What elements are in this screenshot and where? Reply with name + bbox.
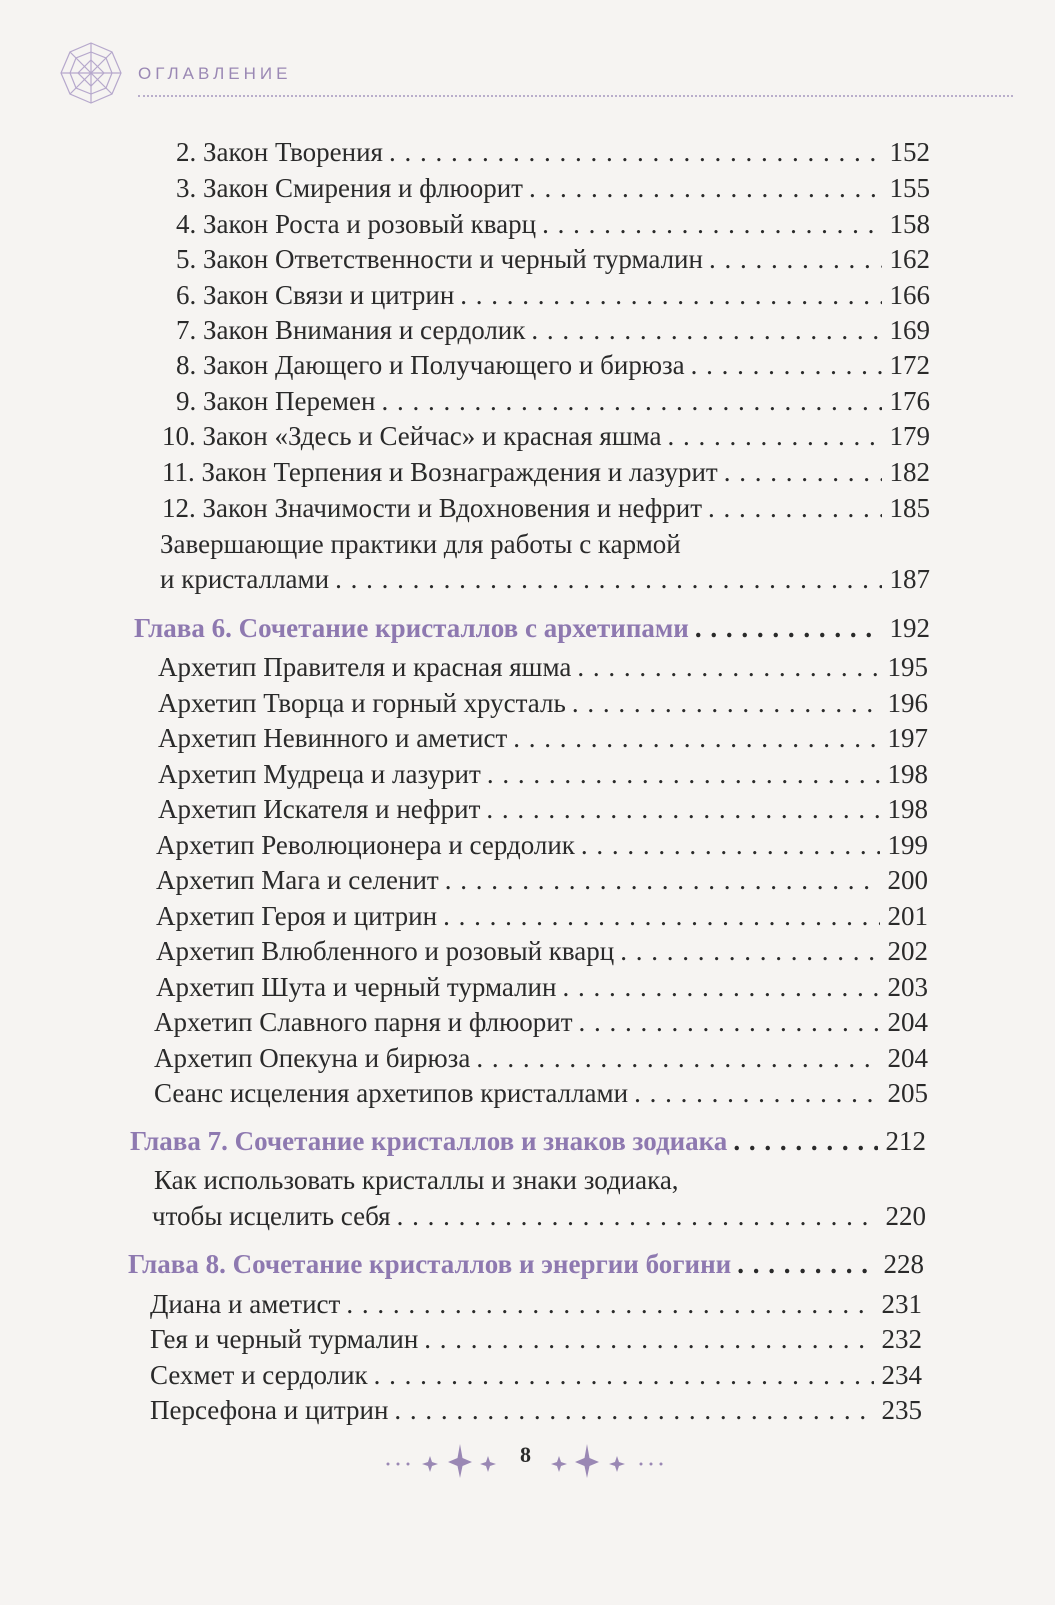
toc-entry-page: 232 — [881, 1324, 922, 1354]
toc-entry — [176, 136, 930, 168]
toc-entry-page: 185 — [889, 493, 930, 523]
dot-leader — [733, 1125, 877, 1157]
toc-entry-label: Диана и аметист — [150, 1289, 341, 1319]
dot-leader — [335, 563, 881, 595]
toc-entry-label: 4. Закон Роста и розовый кварц — [176, 209, 537, 239]
dot-leader — [709, 243, 882, 275]
toc-entry-page: 201 — [887, 901, 928, 931]
sparkle-ornament-right-icon — [545, 1430, 675, 1480]
toc-entry-page: 155 — [889, 173, 930, 203]
toc-entry — [154, 1077, 928, 1109]
toc-entry-page: 231 — [881, 1289, 922, 1319]
toc-entry-label: и кристаллами — [160, 564, 330, 594]
chapter-page: 192 — [889, 613, 930, 643]
toc-entry — [158, 793, 928, 825]
toc-entry — [158, 651, 928, 683]
dot-leader — [542, 208, 881, 240]
dot-leader — [581, 829, 880, 861]
dot-leader — [443, 900, 879, 932]
toc-entry — [150, 1323, 922, 1355]
toc-entry-page: 203 — [887, 972, 928, 1002]
page-number: 8 — [520, 1442, 531, 1467]
toc-entry — [154, 1042, 928, 1074]
toc-entry-page: 198 — [887, 759, 928, 789]
toc-entry-page: 162 — [889, 244, 930, 274]
toc-entry-page: 195 — [887, 652, 928, 682]
toc-entry-label: Архетип Творца и горный хрусталь — [158, 688, 566, 718]
dot-leader — [424, 1323, 873, 1355]
toc-entry-page: 199 — [887, 830, 928, 860]
toc-entry-page: 234 — [881, 1360, 922, 1390]
dot-leader — [394, 1394, 873, 1426]
dot-leader — [579, 1006, 880, 1038]
chapter-heading — [128, 1248, 924, 1280]
dot-leader — [724, 456, 882, 488]
dot-leader — [486, 793, 879, 825]
toc-entry-page: 198 — [887, 794, 928, 824]
toc-entry-label: 12. Закон Значимости и Вдохновения и нефрит — [162, 493, 702, 523]
dot-leader — [389, 136, 882, 168]
toc-entry — [176, 172, 930, 204]
toc-entry — [162, 420, 930, 452]
toc-entry-page: 204 — [887, 1043, 928, 1073]
toc-entry — [150, 1288, 922, 1320]
dot-leader — [668, 420, 882, 452]
dot-leader — [487, 758, 880, 790]
dot-leader — [445, 864, 880, 896]
dot-leader — [737, 1248, 875, 1280]
toc-entry-label: Архетип Влюбленного и розовый кварц — [156, 936, 615, 966]
toc-entry-page: 182 — [889, 457, 930, 487]
toc-entry — [160, 563, 930, 595]
dot-leader — [397, 1200, 878, 1232]
toc-entry — [150, 1394, 922, 1426]
toc-entry-page: 176 — [889, 386, 930, 416]
toc-entry — [152, 1200, 926, 1232]
toc-entry-label-first-line: Завершающие практики для работы с кармой — [160, 529, 681, 559]
toc-entry-label: 8. Закон Дающего и Получающего и бирюза — [176, 350, 685, 380]
toc-entry-label: Гея и черный турмалин — [150, 1324, 419, 1354]
dot-leader — [572, 687, 880, 719]
page-footer — [380, 1430, 680, 1480]
toc-entry-label: 9. Закон Перемен — [176, 386, 376, 416]
toc-entry — [156, 829, 928, 861]
chapter-page: 212 — [885, 1126, 926, 1156]
chapter-title: Глава 8. Сочетание кристаллов и энергии богини — [128, 1249, 732, 1279]
dot-leader — [346, 1288, 873, 1320]
toc-entry — [176, 314, 930, 346]
chapter-title: Глава 7. Сочетание кристаллов и знаков зодиака — [130, 1126, 728, 1156]
toc-entry — [158, 687, 928, 719]
toc-entry-label: Архетип Невинного и аметист — [158, 723, 508, 753]
toc-entry-page: 172 — [889, 350, 930, 380]
toc-entry — [176, 279, 930, 311]
toc-entry-page: 200 — [887, 865, 928, 895]
chapter-heading — [134, 612, 930, 644]
toc-entry-page: 197 — [887, 723, 928, 753]
toc-entry — [156, 900, 928, 932]
toc-entry-label: Архетип Героя и цитрин — [156, 901, 438, 931]
toc-entry — [162, 492, 930, 524]
dot-leader — [374, 1359, 874, 1391]
toc-entry-label: 7. Закон Внимания и сердолик — [176, 315, 526, 345]
toc-entry — [154, 1006, 928, 1038]
toc-entry — [156, 864, 928, 896]
dot-leader — [562, 971, 879, 1003]
toc-entry-page: 166 — [889, 280, 930, 310]
dot-leader — [381, 385, 881, 417]
toc-entry — [176, 243, 930, 275]
toc-entry-label: 2. Закон Творения — [176, 137, 383, 167]
toc-entry-label: Архетип Революционера и сердолик — [156, 830, 575, 860]
toc-entry-label: Архетип Мага и селенит — [156, 865, 439, 895]
toc-entry-page: 202 — [887, 936, 928, 966]
toc-entry-page: 220 — [885, 1201, 926, 1231]
dot-leader — [708, 492, 882, 524]
toc-entry-page: 204 — [887, 1007, 928, 1037]
sparkle-ornament-left-icon — [380, 1430, 510, 1480]
dot-leader — [695, 612, 882, 644]
toc-entry — [156, 935, 928, 967]
toc-entry-page: 235 — [881, 1395, 922, 1425]
toc-entry-label: Архетип Шута и черный турмалин — [156, 972, 557, 1002]
toc-entry-label: 6. Закон Связи и цитрин — [176, 280, 455, 310]
toc-entry — [156, 971, 928, 1003]
toc-entry — [162, 456, 930, 488]
toc-entry-label: 10. Закон «Здесь и Сейчас» и красная яшма — [162, 421, 662, 451]
toc-entry-page: 152 — [889, 137, 930, 167]
toc-entry-label: Архетип Мудреца и лазурит — [158, 759, 481, 789]
toc-entry-label: Персефона и цитрин — [150, 1395, 389, 1425]
section-title: ОГЛАВЛЕНИЕ — [138, 64, 292, 83]
chapter-page: 228 — [883, 1249, 924, 1279]
toc-entry-page: 187 — [889, 564, 930, 594]
toc-entry — [158, 758, 928, 790]
toc-entry — [176, 208, 930, 240]
toc-entry-page: 158 — [889, 209, 930, 239]
toc-entry-label: Архетип Опекуна и бирюза — [154, 1043, 471, 1073]
dot-leader — [577, 651, 879, 683]
chapter-heading — [130, 1125, 926, 1157]
toc-entry — [176, 385, 930, 417]
dot-leader — [691, 349, 882, 381]
chapter-title: Глава 6. Сочетание кристаллов с архетипами — [134, 613, 689, 643]
dot-leader — [460, 279, 881, 311]
toc-entry-label: 3. Закон Смирения и флюорит — [176, 173, 523, 203]
toc-entry-page: 196 — [887, 688, 928, 718]
toc-entry-label: чтобы исцелить себя — [152, 1201, 391, 1231]
dot-leader — [634, 1077, 879, 1109]
toc-entry — [158, 722, 928, 754]
toc-entry — [150, 1359, 922, 1391]
toc-entry-label: 11. Закон Терпения и Вознаграждения и лазурит — [162, 457, 718, 487]
toc-entry-label: 5. Закон Ответственности и черный турмалин — [176, 244, 703, 274]
toc-entry-label: Архетип Искателя и нефрит — [158, 794, 481, 824]
toc-entry-page: 205 — [887, 1078, 928, 1108]
toc-entry-label: Архетип Правителя и красная яшма — [158, 652, 572, 682]
dot-leader — [513, 722, 879, 754]
dot-leader — [476, 1042, 879, 1074]
toc-entry-label: Сехмет и сердолик — [150, 1360, 368, 1390]
dot-leader — [529, 172, 882, 204]
toc-entry-label: Сеанс исцеления архетипов кристаллами — [154, 1078, 629, 1108]
dot-leader — [620, 935, 879, 967]
toc-entry — [176, 349, 930, 381]
toc-entry-page: 169 — [889, 315, 930, 345]
toc-entry-label: Архетип Славного парня и флюорит — [154, 1007, 573, 1037]
toc-entry-page: 179 — [889, 421, 930, 451]
toc-entry-label-first-line: Как использовать кристаллы и знаки зодиака, — [154, 1165, 679, 1195]
dot-leader — [531, 314, 881, 346]
